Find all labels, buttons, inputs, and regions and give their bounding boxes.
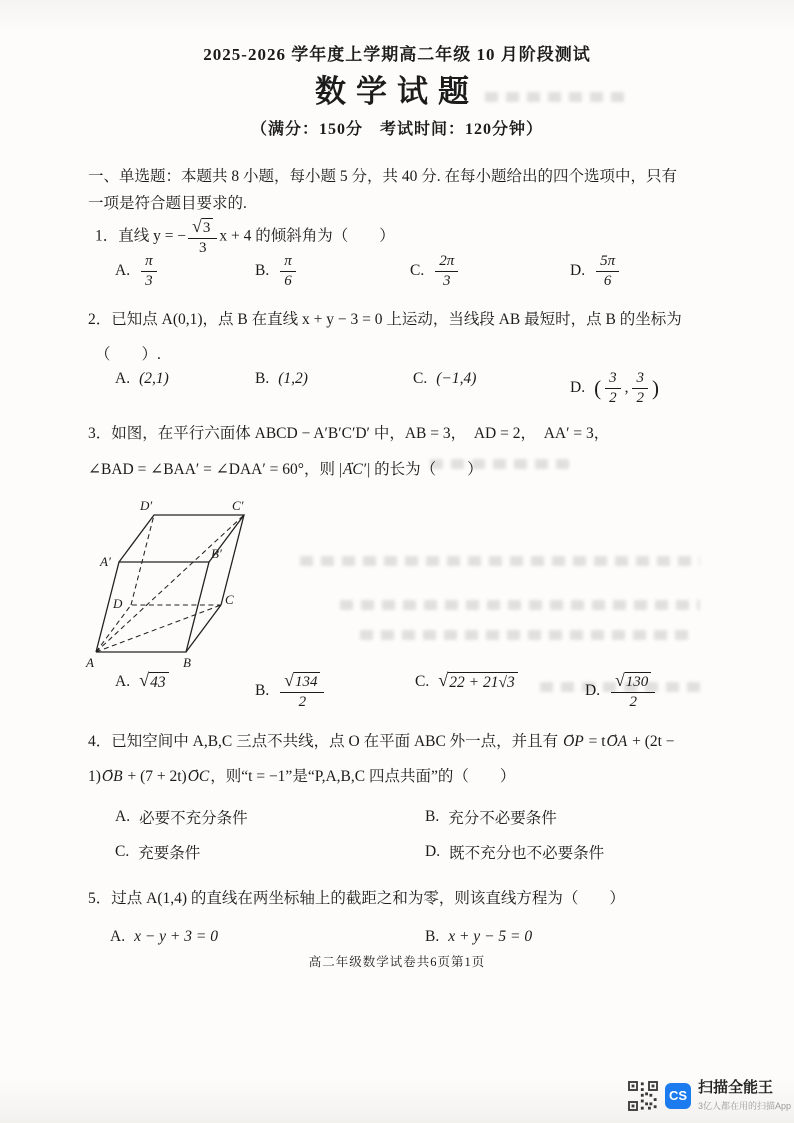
open-paren: ( [594, 375, 602, 400]
question-2-options [0, 370, 794, 416]
q4-option-a [115, 806, 248, 828]
parallelepiped-figure [84, 494, 286, 674]
vector-OA: OA → [606, 730, 629, 754]
fraction [596, 253, 619, 289]
instructions-line-1: 一、单选题：本题共 8 小题，每小题 5 分，共 40 分. 在每小题给出的四个选项中，只有 [88, 168, 678, 185]
figure-diagonal-AC-prime [96, 515, 244, 652]
scan-artifact [300, 556, 700, 566]
question-1-options [0, 253, 794, 299]
numerator: 3 [632, 370, 648, 389]
q4-option-b [425, 806, 557, 828]
exam-session-title: 2025-2026 学年度上学期高二年级 10 月阶段测试 [203, 45, 591, 64]
comma: , [624, 379, 629, 396]
scan-artifact [340, 600, 700, 610]
q3-option-a [115, 672, 169, 692]
figure-hidden-edge [131, 515, 154, 605]
q2-option-c [413, 370, 476, 388]
radicand: √ 134 [294, 672, 321, 691]
option-label: B. [255, 370, 270, 387]
question-4-options-row2 [0, 841, 794, 871]
vertex-label-D-prime: D′ [140, 498, 153, 513]
q4-line1-mid2: + (2t − [628, 733, 675, 750]
numerator: 2π [435, 253, 458, 272]
question-4-stem-line1 [88, 730, 675, 754]
option-value: 充分不必要条件 [448, 810, 557, 827]
vertex-label-B-prime: B′ [211, 546, 222, 561]
page-title: 数学试题 [315, 74, 479, 109]
sqrt-expression [438, 672, 518, 692]
option-value: 充要条件 [138, 845, 201, 862]
vertex-label-B: B [183, 655, 191, 670]
denominator: 3 [442, 272, 451, 289]
vertex-label-C-prime: C′ [232, 498, 244, 513]
close-paren: ) [651, 375, 659, 400]
fraction [280, 672, 324, 710]
q2-option-d [570, 370, 659, 406]
fraction [605, 370, 621, 406]
question-4-options-row1 [0, 806, 794, 836]
instructions-line-2: 一项是符合题目要求的. [88, 195, 247, 212]
sqrt-expression [192, 218, 213, 237]
option-label: A. [115, 808, 131, 825]
q1-option-a [115, 253, 159, 289]
denominator: 3 [145, 272, 153, 289]
option-label: A. [115, 673, 131, 690]
page-footer: 高二年级数学试卷共6页第1页 [308, 955, 486, 969]
q5-option-a [110, 928, 218, 946]
q2-option-a [115, 370, 169, 388]
camscanner-logo: CS [665, 1083, 691, 1109]
q3-option-d [585, 672, 657, 710]
numerator: 3 [605, 370, 621, 389]
q4-line1-mid1: = t [584, 733, 606, 750]
fraction [141, 253, 157, 289]
denominator: 6 [284, 272, 292, 289]
denominator: 2 [609, 389, 617, 406]
q3-line2-post: 的长为（ ） [370, 461, 483, 478]
watermark-brand: 扫描全能王 [698, 1079, 774, 1096]
exam-meta-line: （满分：150分 考试时间：120分钟） [250, 121, 543, 138]
option-label: C. [413, 370, 428, 387]
q1-frac-denominator: 3 [198, 239, 207, 256]
option-label: B. [425, 928, 440, 945]
q4-option-d [425, 841, 604, 863]
q4-line2-post: ，则“t = −1”是“P,A,B,C 四点共面”的（ ） [210, 768, 516, 785]
denominator: 6 [603, 272, 612, 289]
option-label: A. [115, 370, 131, 387]
qr-code [628, 1081, 658, 1111]
q4-line1-pre: 4．已知空间中 A,B,C 三点不共线，点 O 在平面 ABC 外一点，并且有 [88, 733, 563, 750]
watermark-tagline: 3亿人都在用的扫描App [698, 1100, 792, 1111]
q1-stem-fraction [188, 218, 217, 256]
sqrt-expression [615, 672, 651, 691]
option-label: C. [415, 673, 430, 690]
option-label: A. [115, 262, 131, 279]
denominator: 2 [298, 693, 307, 710]
section-one-instructions [88, 163, 733, 217]
radicand: √ 43 [149, 672, 169, 692]
option-value: (2,1) [139, 370, 169, 387]
question-3-stem-line2 [88, 458, 483, 482]
radicand: √ 22 + 21√3 [448, 672, 517, 692]
question-2-stem-line1: 2．已知点 A(0,1)，点 B 在直线 x + y − 3 = 0 上运动，当线段 AB 最短时，点 B 的坐标为 [88, 311, 682, 328]
vector-AC-prime: AC′ → [342, 458, 367, 482]
question-4-stem-line2 [88, 765, 515, 789]
option-label: B. [255, 262, 270, 279]
q3-line2-pre: ∠BAD = ∠BAA′ = ∠DAA′ = 60°，则 [88, 461, 339, 478]
vertex-label-A-prime: A′ [100, 554, 111, 569]
q5-option-b [425, 928, 532, 946]
fraction [280, 253, 296, 289]
q1-option-b [255, 253, 298, 289]
numerator: π [141, 253, 157, 272]
vector-OP: OP → [562, 730, 585, 754]
option-label: C. [115, 843, 130, 860]
q4-option-c [115, 841, 200, 863]
option-value [594, 370, 659, 406]
denominator: 2 [629, 693, 637, 710]
scan-artifact [360, 630, 690, 640]
q1-option-c [410, 253, 460, 289]
q1-stem-post: x + 4 的倾斜角为（ ） [219, 227, 395, 245]
denominator: 2 [636, 389, 644, 406]
fraction [611, 672, 655, 710]
numerator: 5π [596, 253, 619, 272]
question-1-stem [95, 218, 395, 256]
q3-option-b [255, 672, 326, 710]
option-label: D. [585, 682, 601, 699]
option-label: D. [570, 262, 586, 279]
option-label: B. [425, 808, 440, 825]
q1-frac-numerator: √ 3 [202, 218, 214, 237]
radicand: √ 130 [625, 672, 652, 691]
option-value: (1,2) [278, 370, 308, 387]
sqrt-expression [139, 672, 169, 692]
question-3-stem-line1: 3．如图，在平行六面体 ABCD − A′B′C′D′ 中，AB = 3， AD = 2， AA′ = 3， [88, 425, 610, 442]
question-5-stem: 5．过点 A(1,4) 的直线在两坐标轴上的截距之和为零，则该直线方程为（ ） [88, 890, 625, 907]
fraction [435, 253, 458, 289]
option-label: D. [425, 843, 441, 860]
numerator: π [280, 253, 296, 272]
option-value: x + y − 5 = 0 [448, 928, 533, 945]
q2-option-b [255, 370, 308, 388]
fraction [632, 370, 648, 406]
vector-OC: OC → [187, 765, 211, 789]
q1-stem-pre: 1．直线 y = − [95, 227, 187, 245]
question-2-stem-line2: （ ）. [95, 346, 161, 363]
option-label: A. [110, 928, 126, 945]
abs-bar: | [367, 461, 371, 478]
vertex-label-A: A [86, 655, 94, 670]
vertex-label-C: C [225, 592, 234, 607]
q1-option-d [570, 253, 621, 289]
option-value: (−1,4) [436, 370, 477, 387]
scanner-watermark [628, 1080, 791, 1112]
figure-solid-edges [119, 515, 244, 562]
option-label: B. [255, 682, 270, 699]
vector-OB: OB → [101, 765, 124, 789]
q3-option-c [415, 672, 518, 692]
sqrt-expression [284, 672, 320, 691]
option-label: D. [570, 379, 586, 396]
option-value: x − y + 3 = 0 [134, 928, 218, 945]
vertex-label-D: D [113, 596, 123, 611]
option-label: C. [410, 262, 425, 279]
figure-diagonal-AC [96, 605, 221, 652]
option-value: 必要不充分条件 [139, 810, 248, 827]
option-value: 既不充分也不必要条件 [449, 845, 605, 862]
abs-bar: | [338, 461, 342, 478]
q4-line2-pre: 1) [88, 768, 101, 785]
watermark-text [698, 1080, 791, 1112]
question-3-options [0, 672, 794, 718]
q4-line2-mid: + (7 + 2t) [123, 768, 187, 785]
